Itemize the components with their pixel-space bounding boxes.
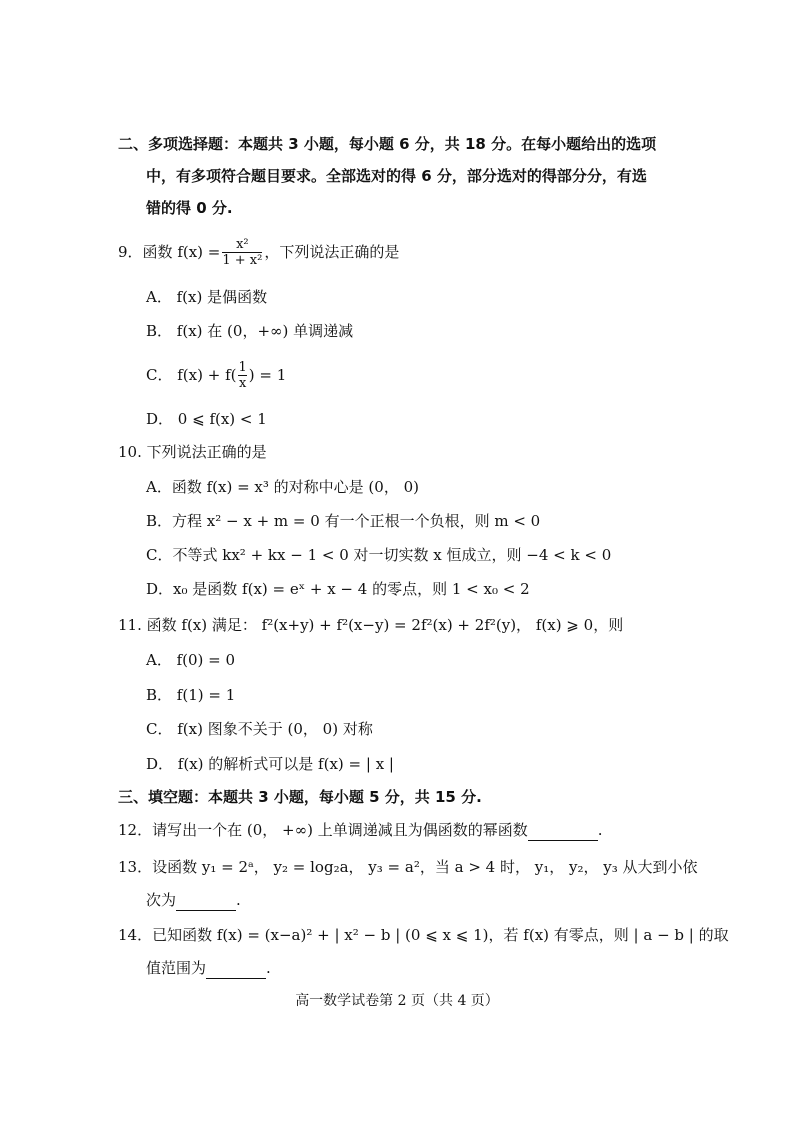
q11-option-b: B． f(1) = 1 xyxy=(146,686,236,704)
q9-option-c-den: x xyxy=(238,376,247,391)
q9-frac-den: 1 + x² xyxy=(222,253,263,268)
q10-option-b: B．方程 x² − x + m = 0 有一个正根一个负根，则 m < 0 xyxy=(146,512,541,530)
q9-stem-pre: 函数 f(x) = xyxy=(142,243,221,261)
q9-option-c-fraction xyxy=(238,361,246,391)
q14-line2-text: 值范围为 xyxy=(146,959,207,977)
q13-line2-text: 次为 xyxy=(146,891,177,909)
section2-heading-line3: 错的得 0 分. xyxy=(146,199,233,217)
q14-end: . xyxy=(266,959,271,977)
section2-heading-line1: 二、多项选择题：本题共 3 小题，每小题 6 分，共 18 分。在每小题给出的选项 xyxy=(118,135,657,153)
q14-line2 xyxy=(146,957,271,979)
q11-option-d: D． f(x) 的解析式可以是 f(x) = | x | xyxy=(146,755,394,773)
q9-option-c-num: 1 xyxy=(238,360,247,375)
q14-line1: 14．已知函数 f(x) = (x−a)² + | x² − b | (0 ⩽ x ⩽ 1)，若 f(x) 有零点，则 | a − b | 的取 xyxy=(118,926,729,944)
q9-fraction xyxy=(222,238,262,268)
q13-end: . xyxy=(236,891,241,909)
q9-stem-post: ，下列说法正确的是 xyxy=(264,243,400,261)
q9-stem xyxy=(118,238,399,268)
q13-answer-blank[interactable] xyxy=(176,896,236,911)
section2-heading-line2: 中，有多项符合题目要求。全部选对的得 6 分，部分选对的得部分分，有选 xyxy=(146,167,647,185)
q9-option-a: A． f(x) 是偶函数 xyxy=(146,288,268,306)
q9-option-c xyxy=(146,361,286,391)
q13-line1: 13．设函数 y₁ = 2ᵃ， y₂ = log₂a， y₃ = a²，当 a > 4 时， y₁， y₂， y₃ 从大到小依 xyxy=(118,858,698,876)
q14-answer-blank[interactable] xyxy=(206,964,266,979)
section3-heading: 三、填空题：本题共 3 小题，每小题 5 分，共 15 分. xyxy=(118,788,482,806)
q9-option-c-pre: C． f(x) + f( xyxy=(146,366,237,384)
q12-end: . xyxy=(597,821,603,839)
q9-option-d: D． 0 ⩽ f(x) < 1 xyxy=(146,410,267,428)
q9-option-b: B． f(x) 在 (0，+∞) 单调递减 xyxy=(146,322,354,340)
q13-line2 xyxy=(146,889,241,911)
q10-option-d: D．x₀ 是函数 f(x) = eˣ + x − 4 的零点，则 1 < x₀ < 2 xyxy=(146,580,530,598)
q12-stem xyxy=(118,819,603,841)
q11-option-c: C． f(x) 图象不关于 (0， 0) 对称 xyxy=(146,720,373,738)
q11-option-a: A． f(0) = 0 xyxy=(146,651,236,669)
q9-frac-num: x² xyxy=(236,237,249,252)
q9-option-c-post: ) = 1 xyxy=(248,366,287,384)
q10-option-a: A．函数 f(x) = x³ 的对称中心是 (0， 0) xyxy=(146,478,419,496)
q11-stem: 11. 函数 f(x) 满足： f²(x+y) + f²(x−y) = 2f²(x) + 2f²(y)， f(x) ⩾ 0，则 xyxy=(118,616,624,634)
q9-number: 9． xyxy=(118,243,143,261)
q10-stem: 10. 下列说法正确的是 xyxy=(118,443,267,461)
q12-answer-blank[interactable] xyxy=(528,826,598,841)
page-footer: 高一数学试卷第 2 页（共 4 页） xyxy=(295,993,499,1009)
q10-option-c: C．不等式 kx² + kx − 1 < 0 对一切实数 x 恒成立，则 −4 < k < 0 xyxy=(146,546,612,564)
q12-text: 12．请写出一个在 (0， +∞) 上单调递减且为偶函数的幂函数 xyxy=(118,821,528,839)
